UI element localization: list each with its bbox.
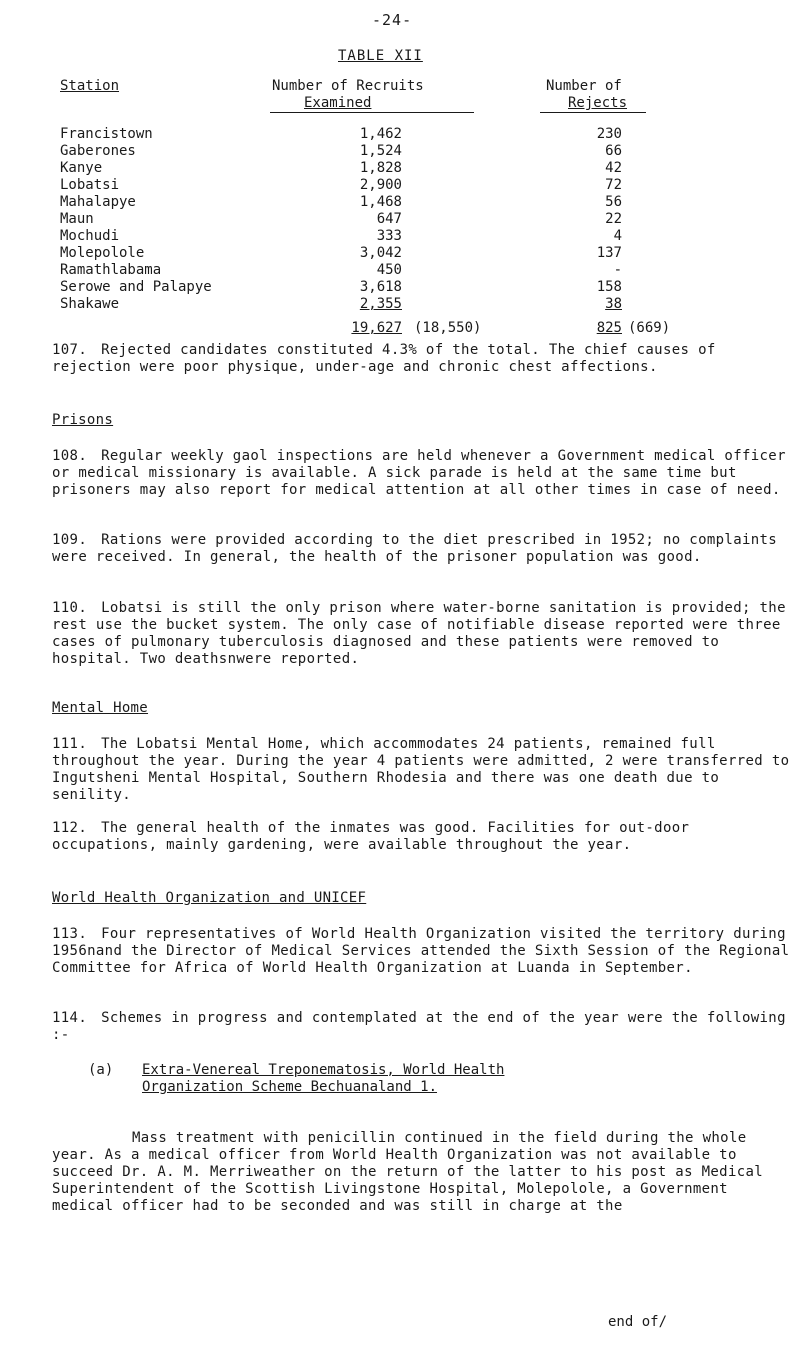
station-cell: Ramathlabama bbox=[60, 262, 162, 278]
rejects-cell: 72 bbox=[605, 177, 622, 193]
paragraph-mass-treatment bbox=[52, 1130, 792, 1215]
rejects-cell: - bbox=[613, 262, 622, 278]
scheme-a-label: (a) bbox=[88, 1062, 114, 1078]
paragraph-text: Rations were provided according to the diet prescribed in 1952; no complaints were received. In general, the health of the prisoner population was good. bbox=[52, 532, 778, 565]
header-rule-recruits bbox=[270, 112, 474, 113]
paragraph-109 bbox=[52, 532, 792, 566]
table-row bbox=[0, 296, 800, 313]
table-row bbox=[0, 211, 800, 228]
catchword: end of/ bbox=[608, 1314, 668, 1330]
paragraph-text: Mass treatment with penicillin continued in the field during the whole year. As a medical officer from World Health Organization was not available to succeed Dr. A. M. Merriweather on the return of the latter to his post as Medical Superintendent of the Scottish Livingstone Hospital, Molepolole, a Government medical officer had to be seconded and was still in charge at the bbox=[52, 1130, 764, 1214]
paragraph-number: 107. bbox=[52, 342, 88, 358]
header-station: Station bbox=[60, 78, 120, 94]
examined-cell: 2,900 bbox=[359, 177, 402, 193]
station-cell: Kanye bbox=[60, 160, 103, 176]
examined-cell: 2,355 bbox=[359, 296, 402, 312]
paragraph-108 bbox=[52, 448, 792, 499]
scheme-a-title-line1: Extra-Venereal Treponematosis, World Health bbox=[142, 1062, 505, 1078]
examined-cell: 647 bbox=[376, 211, 402, 227]
station-cell: Maun bbox=[60, 211, 94, 227]
paragraph-text: Rejected candidates constituted 4.3% of the total. The chief causes of rejection were poor physique, under-age and chronic chest affections. bbox=[52, 342, 716, 375]
paragraph-114 bbox=[52, 1010, 792, 1044]
examined-cell: 3,042 bbox=[359, 245, 402, 261]
rejects-cell: 22 bbox=[605, 211, 622, 227]
examined-cell: 450 bbox=[376, 262, 402, 278]
paragraph-111 bbox=[52, 736, 792, 804]
paragraph-113 bbox=[52, 926, 792, 977]
examined-cell: 1,828 bbox=[359, 160, 402, 176]
paragraph-110 bbox=[52, 600, 792, 668]
station-cell: Francistown bbox=[60, 126, 153, 142]
station-cell: Lobatsi bbox=[60, 177, 120, 193]
scheme-a-title-line2: Organization Scheme Bechuanaland 1. bbox=[142, 1079, 438, 1095]
examined-cell: 333 bbox=[376, 228, 402, 244]
table-row bbox=[0, 177, 800, 194]
examined-cell: 1,462 bbox=[359, 126, 402, 142]
paragraph-text: Schemes in progress and contemplated at the end of the year were the following :- bbox=[52, 1010, 786, 1043]
header-rejects-line1: Number of bbox=[546, 78, 622, 94]
paragraph-number: 113. bbox=[52, 926, 88, 942]
examined-cell: 1,468 bbox=[359, 194, 402, 210]
paragraph-107 bbox=[52, 342, 792, 376]
page-number: -24- bbox=[372, 11, 413, 29]
paragraph-text: The general health of the inmates was good. Facilities for out-door occupations, mainly gardening, were available throughout the year. bbox=[52, 820, 690, 853]
table-row bbox=[0, 160, 800, 177]
rejects-cell: 158 bbox=[596, 279, 622, 295]
table-row bbox=[0, 262, 800, 279]
paragraph-112 bbox=[52, 820, 792, 854]
table-row bbox=[0, 194, 800, 211]
totals-row bbox=[0, 320, 800, 337]
rejects-cell: 66 bbox=[605, 143, 622, 159]
header-rule-rejects bbox=[540, 112, 646, 113]
station-cell: Mahalapye bbox=[60, 194, 136, 210]
total-examined-previous: (18,550) bbox=[414, 320, 482, 336]
paragraph-text: The Lobatsi Mental Home, which accommodates 24 patients, remained full throughout the year. During the year 4 patients were admitted, 2 were transferred to Ingutsheni Mental Hospital, Southern Rhodesia and there was one death due to senility. bbox=[52, 736, 790, 803]
total-rejects: 825 bbox=[596, 320, 622, 336]
section-heading-prisons: Prisons bbox=[52, 412, 114, 428]
station-cell: Mochudi bbox=[60, 228, 120, 244]
section-heading-mental-home: Mental Home bbox=[52, 700, 149, 716]
paragraph-number: 109. bbox=[52, 532, 88, 548]
total-rejects-previous: (669) bbox=[628, 320, 671, 336]
station-cell: Shakawe bbox=[60, 296, 120, 312]
table-row bbox=[0, 228, 800, 245]
paragraph-text: Four representatives of World Health Organization visited the territory during 1956nand the Director of Medical Services attended the Sixth Session of the Regional Committee for Africa of World Health Organization at Luanda in September. bbox=[52, 926, 790, 976]
table-title: TABLE XII bbox=[338, 48, 423, 64]
rejects-cell: 42 bbox=[605, 160, 622, 176]
table-row bbox=[0, 126, 800, 143]
paragraph-text: Lobatsi is still the only prison where water-borne sanitation is provided; the rest use the bucket system. The only case of notifiable disease reported were three cases of pulmonary tuberculosis diagnosed and these patients were removed to hospital. Two deathsnwere reported. bbox=[52, 600, 786, 667]
rejects-cell: 137 bbox=[596, 245, 622, 261]
paragraph-text: Regular weekly gaol inspections are held whenever a Government medical officer or medical missionary is available. A sick parade is held at the same time but prisoners may also report for medical attention at all other times in case of need. bbox=[52, 448, 786, 498]
section-heading-who-unicef: World Health Organization and UNICEF bbox=[52, 890, 367, 906]
header-rejects-line2: Rejects bbox=[568, 95, 628, 111]
examined-cell: 1,524 bbox=[359, 143, 402, 159]
rejects-cell: 230 bbox=[596, 126, 622, 142]
station-cell: Molepolole bbox=[60, 245, 145, 261]
station-cell: Serowe and Palapye bbox=[60, 279, 212, 295]
table-row bbox=[0, 245, 800, 262]
header-recruits-line1: Number of Recruits bbox=[272, 78, 424, 94]
rejects-cell: 38 bbox=[605, 296, 622, 312]
station-cell: Gaberones bbox=[60, 143, 136, 159]
paragraph-number: 108. bbox=[52, 448, 88, 464]
paragraph-number: 114. bbox=[52, 1010, 88, 1026]
paragraph-number: 111. bbox=[52, 736, 88, 752]
table-row bbox=[0, 143, 800, 160]
paragraph-number: 110. bbox=[52, 600, 88, 616]
table-row bbox=[0, 279, 800, 296]
examined-cell: 3,618 bbox=[359, 279, 402, 295]
rejects-cell: 56 bbox=[605, 194, 622, 210]
header-recruits-line2: Examined bbox=[304, 95, 372, 111]
rejects-cell: 4 bbox=[613, 228, 622, 244]
total-examined: 19,627 bbox=[351, 320, 402, 336]
paragraph-number: 112. bbox=[52, 820, 88, 836]
